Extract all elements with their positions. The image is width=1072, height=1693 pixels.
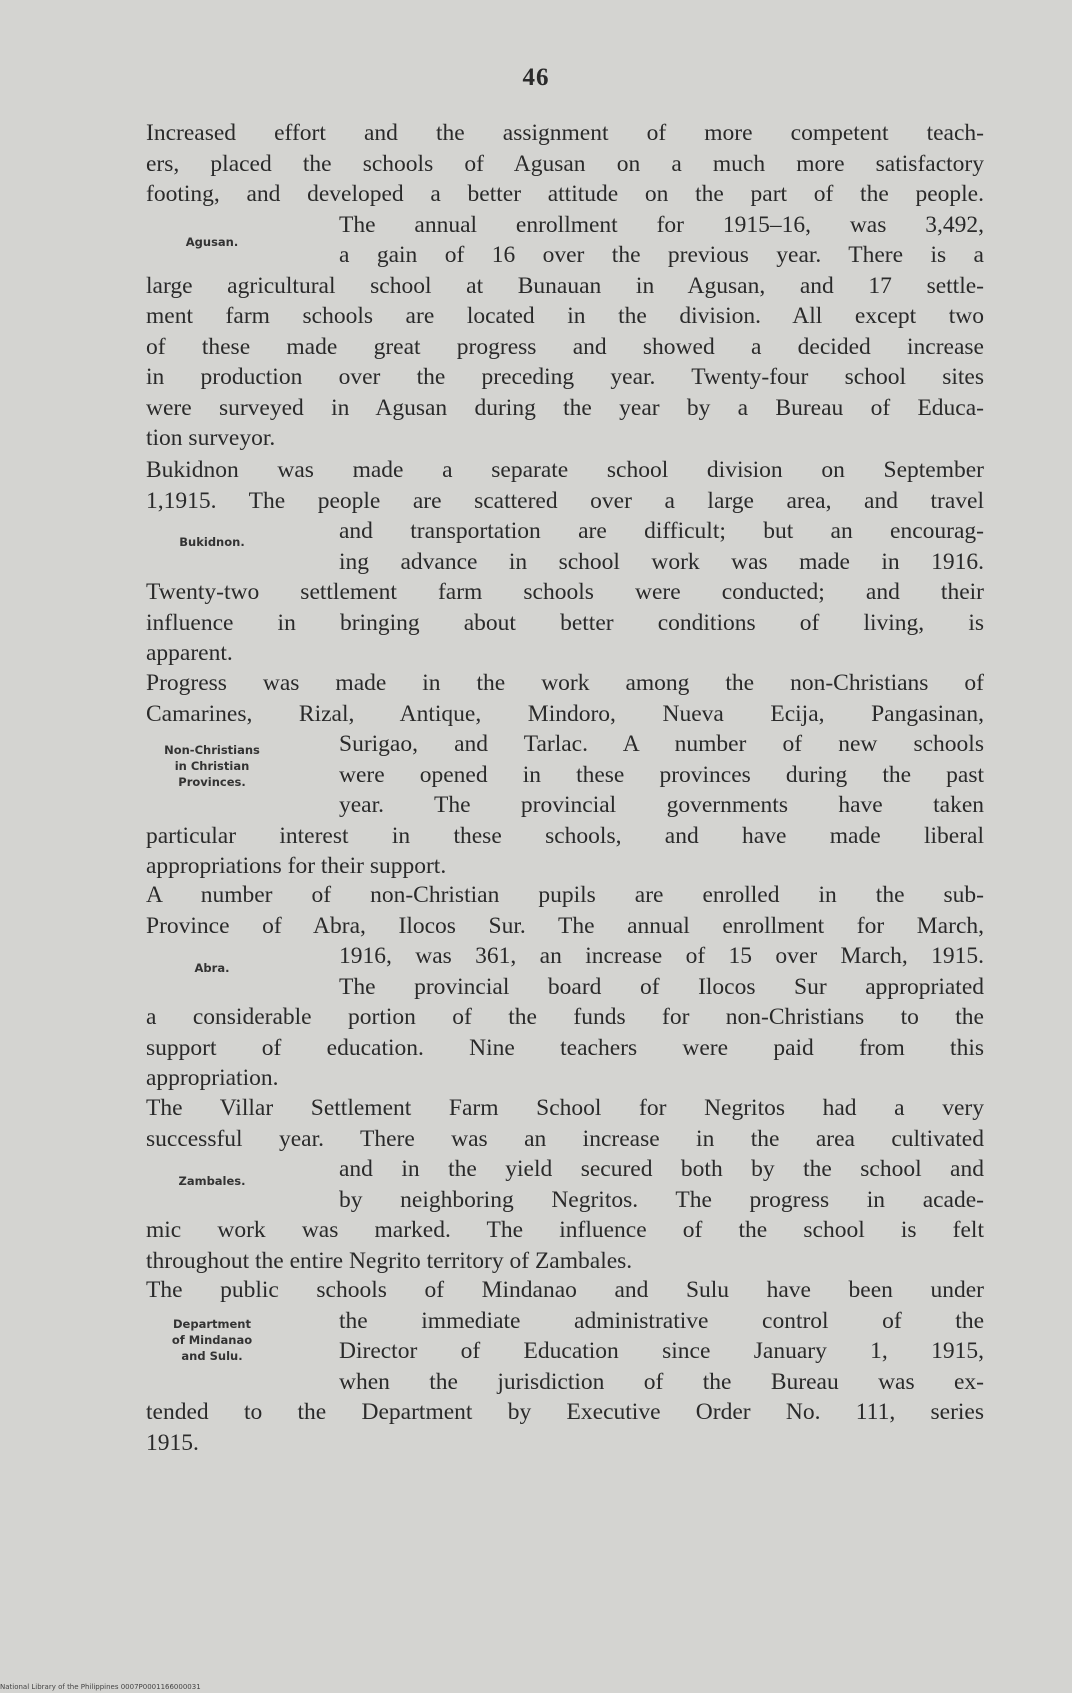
text-line: tended to the Department by Executive Order No. 111, series	[146, 1399, 984, 1425]
text-line: ment farm schools are located in the division. All except two	[146, 303, 984, 329]
paragraph-agusan	[124, 118, 984, 454]
text-line: were surveyed in Agusan during the year by a Bureau of Educa-	[146, 394, 984, 421]
text-line: a considerable portion of the funds for non-Christians to the	[146, 1004, 984, 1030]
text-line: large agricultural school at Bunauan in Agusan, and 17 settle-	[146, 272, 984, 299]
text-line: Camarines, Rizal, Antique, Mindoro, Nueva Ecija, Pangasinan,	[146, 700, 984, 727]
side-note-non-christians: Non-Christians in Christian Provinces.	[164, 743, 260, 789]
side-note-mindanao-sulu: Department of Mindanao and Sulu.	[171, 1317, 253, 1363]
text-line: Director of Education since January 1, 1915,	[339, 1338, 984, 1364]
text-line: The Villar Settlement Farm School for Negritos had a very	[146, 1095, 984, 1121]
text-line: support of education. Nine teachers were paid from this	[146, 1034, 984, 1061]
text-line: The provincial board of Ilocos Sur appropriated	[339, 973, 984, 1000]
text-line: of these made great progress and showed a decided increase	[146, 333, 984, 360]
text-line: mic work was marked. The influence of the school is felt	[146, 1217, 984, 1243]
text-line: ing advance in school work was made in 1916.	[339, 548, 984, 575]
text-line: influence in bringing about better conditions of living, is	[146, 609, 984, 636]
text-line: footing, and developed a better attitude on the part of the people.	[146, 181, 984, 207]
paragraph-abra	[124, 880, 984, 1094]
paragraph-bukidnon	[124, 455, 984, 669]
text-line: appropriation.	[146, 1065, 279, 1091]
text-line: by neighboring Negritos. The progress in acade-	[339, 1186, 984, 1213]
side-note-bukidnon: Bukidnon.	[179, 535, 245, 549]
text-line: and transportation are difficult; but an encourag-	[339, 518, 984, 544]
text-line: a gain of 16 over the previous year. There is a	[339, 242, 984, 268]
text-line: were opened in these provinces during the past	[339, 761, 984, 788]
text-line: 1,1915. The people are scattered over a large area, and travel	[146, 487, 984, 514]
text-line: appropriations for their support.	[146, 853, 447, 879]
text-line: Increased effort and the assignment of more competent teach-	[146, 120, 984, 146]
text-line: year. The provincial governments have taken	[339, 792, 984, 818]
text-line: Progress was made in the work among the non-Christians of	[146, 670, 984, 696]
text-line: when the jurisdiction of the Bureau was ex-	[339, 1368, 984, 1395]
text-line: apparent.	[146, 640, 233, 666]
paragraph-mindanao-sulu	[124, 1275, 984, 1458]
text-line: successful year. There was an increase in the area cultivated	[146, 1125, 984, 1152]
text-line: in production over the preceding year. Twenty-four school sites	[146, 364, 984, 390]
text-line: 1915.	[146, 1429, 199, 1456]
text-line: Province of Abra, Ilocos Sur. The annual enrollment for March,	[146, 912, 984, 939]
text-line: tion surveyor.	[146, 425, 276, 451]
text-line: Twenty-two settlement farm schools were conducted; and their	[146, 579, 984, 605]
side-note-abra: Abra.	[194, 961, 230, 975]
text-line: A number of non-Christian pupils are enrolled in the sub-	[146, 882, 984, 908]
page-number: 46	[522, 64, 550, 91]
text-line: The annual enrollment for 1915–16, was 3,492,	[339, 211, 984, 238]
text-line: and in the yield secured both by the school and	[339, 1156, 984, 1182]
scan-footer: National Library of the Philippines 0007P0001166000031	[0, 1683, 201, 1691]
side-note-zambales: Zambales.	[178, 1174, 246, 1188]
text-line: Surigao, and Tarlac. A number of new schools	[339, 731, 984, 757]
text-line: ers, placed the schools of Agusan on a much more satisfactory	[146, 150, 984, 177]
text-line: throughout the entire Negrito territory of Zambales.	[146, 1247, 633, 1274]
text-line: 1916, was 361, an increase of 15 over March, 1915.	[339, 943, 984, 969]
text-line: particular interest in these schools, and have made liberal	[146, 822, 984, 849]
text-line: the immediate administrative control of the	[339, 1307, 984, 1334]
text-line: The public schools of Mindanao and Sulu have been under	[146, 1277, 984, 1303]
side-note-agusan: Agusan.	[185, 235, 239, 249]
text-line: Bukidnon was made a separate school division on September	[146, 457, 984, 483]
